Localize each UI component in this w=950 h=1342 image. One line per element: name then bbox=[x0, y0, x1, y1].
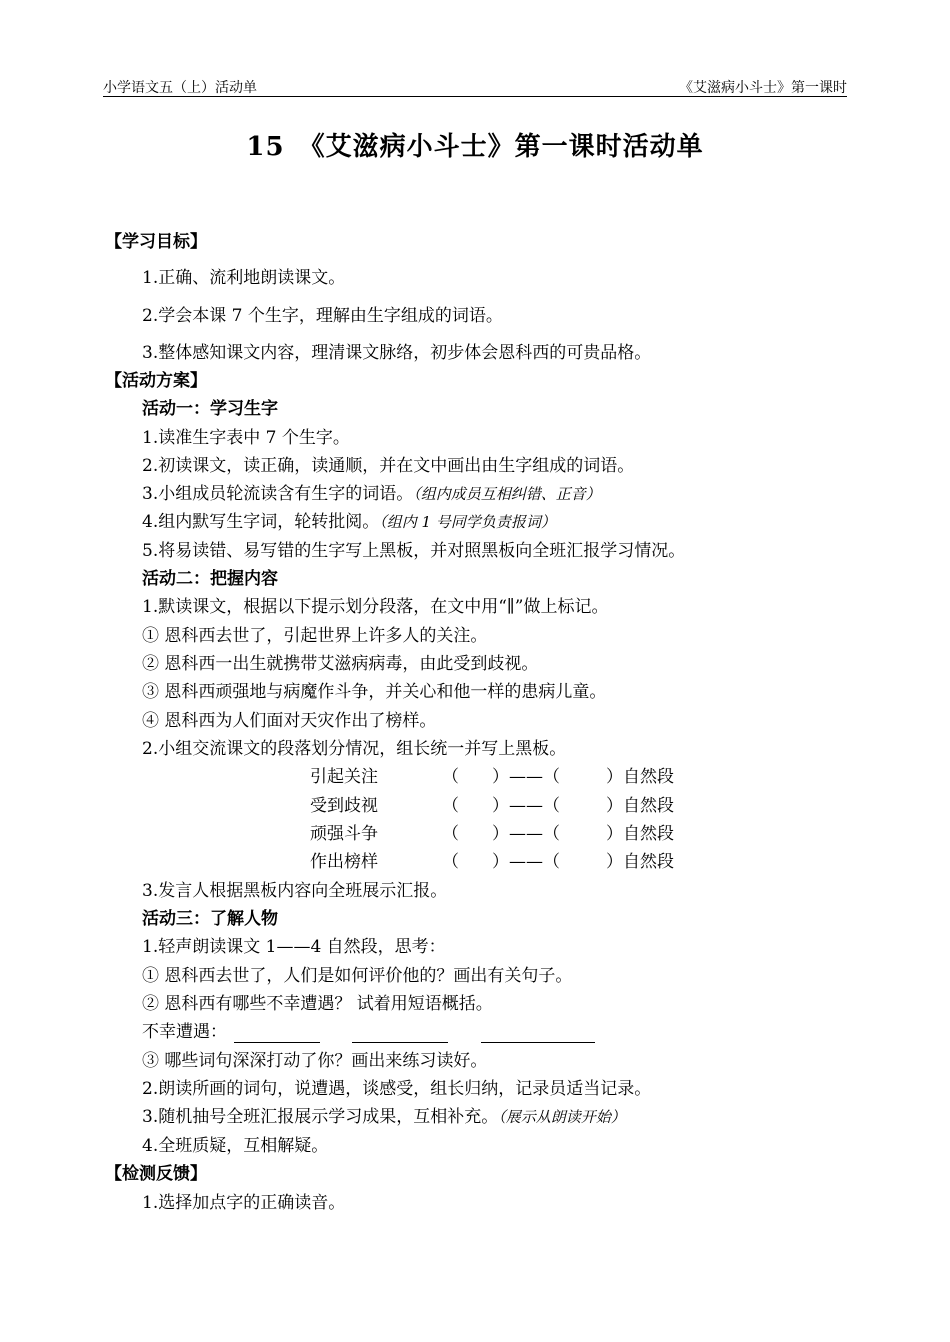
plan-heading: 【活动方案】 bbox=[105, 371, 207, 391]
paragraph-blank-open: （ bbox=[442, 852, 459, 872]
activity1-item: 5.将易读错、易写错的生字写上黑板，并对照黑板向全班汇报学习情况。 bbox=[142, 541, 686, 561]
activity3-item: 1.轻声朗读课文 1——4 自然段，思考： bbox=[142, 937, 446, 957]
activity3-item: 4.全班质疑，互相解疑。 bbox=[142, 1136, 329, 1156]
feedback-item: 1.选择加点字的正确读音。 bbox=[142, 1193, 346, 1213]
activity2-title: 活动二：把握内容 bbox=[142, 569, 278, 589]
activity2-item: ① 恩科西去世了，引起世界上许多人的关注。 bbox=[142, 626, 488, 646]
activity1-note: （组内成员互相纠错、正音） bbox=[413, 485, 601, 503]
header-right: 《艾滋病小斗士》第一课时 bbox=[679, 80, 847, 96]
misfortune-line bbox=[142, 1021, 595, 1043]
paragraph-blank-open: （ bbox=[442, 796, 459, 816]
answer-blank[interactable] bbox=[481, 1024, 595, 1043]
activity3-item bbox=[142, 1106, 626, 1128]
activity3-item: 2.朗读所画的词句，说遭遇，谈感受，组长归纳，记录员适当记录。 bbox=[142, 1079, 652, 1099]
title-text: 《艾滋病小斗士》第一课时活动单 bbox=[298, 132, 704, 162]
goals-heading: 【学习目标】 bbox=[105, 232, 207, 252]
paragraph-label: 引起关注 bbox=[310, 767, 378, 787]
paragraph-label: 作出榜样 bbox=[310, 852, 378, 872]
paragraph-blank-end: ）自然段 bbox=[606, 796, 674, 816]
lesson-number: 15 bbox=[246, 132, 285, 162]
activity1-title: 活动一：学习生字 bbox=[142, 399, 278, 419]
paragraph-blank-open: （ bbox=[442, 824, 459, 844]
activity3-item: ② 恩科西有哪些不幸遭遇？ 试着用短语概括。 bbox=[142, 994, 493, 1014]
feedback-heading: 【检测反馈】 bbox=[105, 1164, 207, 1184]
paragraph-blank-end: ）自然段 bbox=[606, 767, 674, 787]
activity1-item: 1.读准生字表中 7 个生字。 bbox=[142, 428, 350, 448]
paragraph-blank-mid: ）——（ bbox=[492, 824, 560, 844]
goal-item: 2.学会本课 7 个生字，理解由生字组成的词语。 bbox=[142, 306, 503, 326]
activity1-note: （组内 1 号同学负责报词） bbox=[379, 513, 556, 531]
header-left: 小学语文五（上）活动单 bbox=[103, 80, 257, 96]
paragraph-blank-mid: ）——（ bbox=[492, 852, 560, 872]
answer-blank[interactable] bbox=[352, 1024, 448, 1043]
activity1-item bbox=[142, 511, 556, 533]
activity3-note: （展示从朗读开始） bbox=[498, 1108, 626, 1126]
activity3-item: ③ 哪些词句深深打动了你？画出来练习读好。 bbox=[142, 1051, 488, 1071]
activity3-item: ① 恩科西去世了，人们是如何评价他的？画出有关句子。 bbox=[142, 966, 573, 986]
paragraph-blank-end: ）自然段 bbox=[606, 852, 674, 872]
activity2-item: 2.小组交流课文的段落划分情况，组长统一并写上黑板。 bbox=[142, 739, 567, 759]
paragraph-blank-open: （ bbox=[442, 767, 459, 787]
misfortune-label: 不幸遭遇： bbox=[142, 1022, 227, 1042]
activity1-item bbox=[142, 483, 601, 505]
goal-item: 3.整体感知课文内容，理清课文脉络，初步体会恩科西的可贵品格。 bbox=[142, 343, 652, 363]
paragraph-label: 顽强斗争 bbox=[310, 824, 378, 844]
activity1-item: 2.初读课文，读正确，读通顺，并在文中画出由生字组成的词语。 bbox=[142, 456, 635, 476]
activity2-item: ③ 恩科西顽强地与病魔作斗争，并关心和他一样的患病儿童。 bbox=[142, 682, 607, 702]
activity2-item: 1.默读课文，根据以下提示划分段落，在文中用“∥”做上标记。 bbox=[142, 597, 609, 617]
activity2-item: ② 恩科西一出生就携带艾滋病病毒，由此受到歧视。 bbox=[142, 654, 539, 674]
paragraph-blank-end: ）自然段 bbox=[606, 824, 674, 844]
activity3-item-text: 3.随机抽号全班汇报展示学习成果，互相补充。 bbox=[142, 1107, 499, 1127]
activity3-title: 活动三：了解人物 bbox=[142, 909, 278, 929]
goal-item: 1.正确、流利地朗读课文。 bbox=[142, 268, 346, 288]
activity1-item-text: 4.组内默写生字词，轮转批阅。 bbox=[142, 512, 380, 532]
paragraph-blank-mid: ）——（ bbox=[492, 767, 560, 787]
activity2-item: ④ 恩科西为人们面对天灾作出了榜样。 bbox=[142, 711, 437, 731]
answer-blank[interactable] bbox=[234, 1024, 320, 1043]
activity2-item: 3.发言人根据黑板内容向全班展示汇报。 bbox=[142, 881, 448, 901]
paragraph-label: 受到歧视 bbox=[310, 796, 378, 816]
paragraph-blank-mid: ）——（ bbox=[492, 796, 560, 816]
activity1-item-text: 3.小组成员轮流读含有生字的词语。 bbox=[142, 484, 414, 504]
page-title bbox=[0, 126, 950, 163]
page-header bbox=[103, 76, 847, 97]
